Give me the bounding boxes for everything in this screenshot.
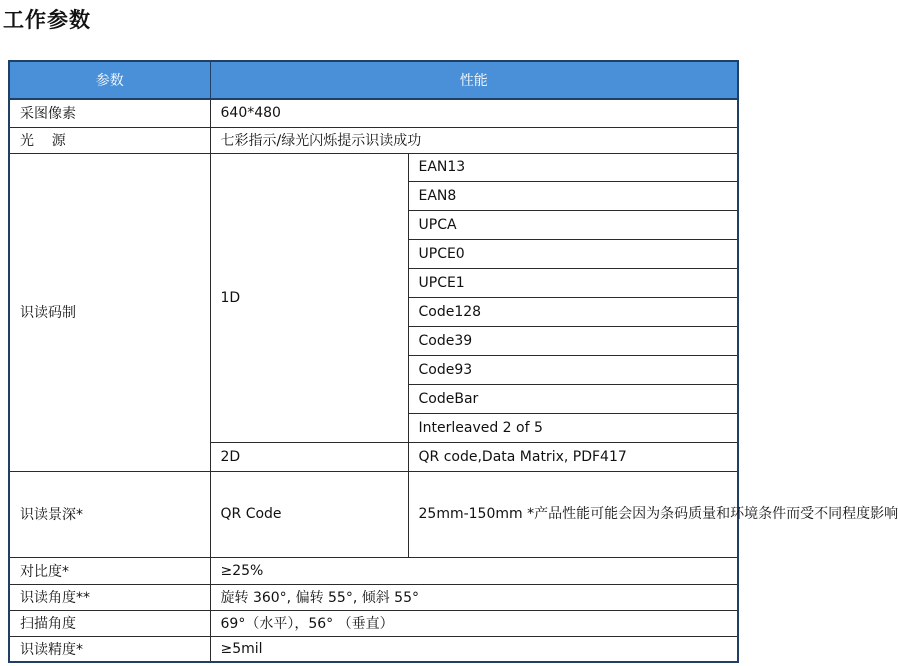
- precision-value: ≥5mil: [210, 636, 738, 662]
- symbology-item: EAN13: [408, 153, 738, 181]
- angle-label: 识读角度**: [9, 584, 210, 610]
- scan-angle-value: 69°（水平），56° （垂直）: [210, 610, 738, 636]
- precision-label: 识读精度*: [9, 636, 210, 662]
- angle-value: 旋转 360°, 偏转 55°, 倾斜 55°: [210, 584, 738, 610]
- one-d-label: 1D: [210, 153, 408, 442]
- table-header-row: [9, 61, 738, 99]
- resolution-value: 640*480: [210, 99, 738, 127]
- scan-angle-label: 扫描角度: [9, 610, 210, 636]
- symbology-item: UPCE1: [408, 268, 738, 297]
- table-row: [9, 557, 738, 584]
- header-param: 参数: [9, 61, 210, 99]
- symbology-item: CodeBar: [408, 384, 738, 413]
- symbology-item: EAN8: [408, 181, 738, 210]
- spec-table: [8, 60, 898, 663]
- depth-label: 识读景深*: [9, 471, 210, 557]
- table-row: [9, 584, 738, 610]
- table-row: [9, 636, 738, 662]
- light-label: 光 源: [9, 127, 210, 153]
- light-value: 七彩指示/绿光闪烁提示识读成功: [210, 127, 738, 153]
- symbology-item: UPCA: [408, 210, 738, 239]
- two-d-label: 2D: [210, 442, 408, 471]
- header-perf: 性能: [210, 61, 738, 99]
- symbology-item: Code93: [408, 355, 738, 384]
- resolution-label: 采图像素: [9, 99, 210, 127]
- table-row: [9, 99, 738, 127]
- symbology-item: UPCE0: [408, 239, 738, 268]
- table-row: [9, 610, 738, 636]
- symbology-item: Code39: [408, 326, 738, 355]
- contrast-value: ≥25%: [210, 557, 738, 584]
- symbology-item: Interleaved 2 of 5: [408, 413, 738, 442]
- page-title: 工作参数: [3, 8, 91, 32]
- symbology-item: Code128: [408, 297, 738, 326]
- table-row: [9, 127, 738, 153]
- contrast-label: 对比度*: [9, 557, 210, 584]
- two-d-value: QR code,Data Matrix, PDF417: [408, 442, 738, 471]
- depth-code: QR Code: [210, 471, 408, 557]
- symbology-label: 识读码制: [9, 153, 210, 471]
- table-row: [9, 471, 738, 557]
- table-row: [9, 153, 738, 181]
- depth-value: 25mm-150mm *产品性能可能会因为条码质量和环境条件而受不同程度影响: [408, 471, 738, 557]
